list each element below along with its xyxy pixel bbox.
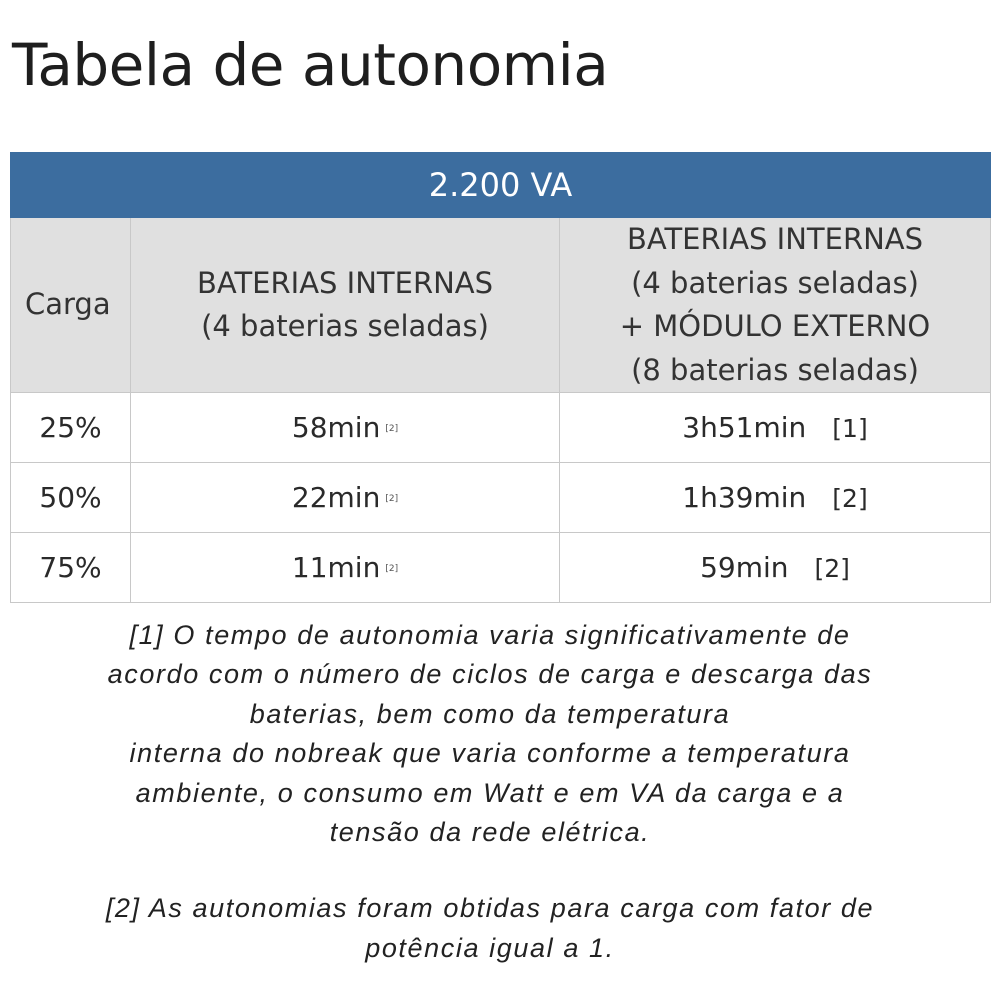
external-time-value: 59min bbox=[700, 551, 789, 584]
header-external-line2: (4 baterias seladas) bbox=[631, 265, 919, 300]
header-internal-line2: (4 baterias seladas) bbox=[201, 309, 489, 343]
footnote-spacer bbox=[20, 852, 960, 889]
header-carga: Carga bbox=[11, 218, 131, 393]
footnote-2-line: potência igual a 1. bbox=[365, 932, 615, 963]
internal-note-mark: [2] bbox=[385, 424, 399, 434]
row-carga: 25% bbox=[11, 393, 131, 463]
table-header-row bbox=[11, 218, 991, 393]
footnote-1-line: baterias, bem como da temperatura bbox=[249, 698, 731, 729]
header-internal-batteries bbox=[131, 218, 560, 393]
footnote-1-line: acordo com o número de ciclos de carga e descarga das bbox=[107, 659, 873, 690]
row-internal-time bbox=[131, 463, 560, 533]
row-carga: 75% bbox=[11, 533, 131, 603]
header-internal-line1: BATERIAS INTERNAS bbox=[196, 265, 494, 300]
table-row bbox=[11, 393, 991, 463]
internal-note-mark: [2] bbox=[385, 564, 399, 574]
row-internal-time bbox=[131, 533, 560, 603]
footnotes bbox=[20, 616, 960, 968]
internal-time-value: 11min bbox=[291, 551, 381, 584]
footnote-1-line: ambiente, o consumo em Watt e em VA da carga e a bbox=[135, 777, 845, 808]
row-external-time bbox=[560, 463, 991, 533]
row-external-time bbox=[560, 393, 991, 463]
footnote-1-line: [1] O tempo de autonomia varia significativamente de bbox=[129, 620, 851, 650]
model-label: 2.200 VA bbox=[11, 153, 991, 218]
external-time-value: 3h51min bbox=[682, 411, 807, 444]
page-title: Tabela de autonomia bbox=[12, 31, 609, 99]
autonomy-table bbox=[10, 152, 991, 603]
footnote-2-line: [2] As autonomias foram obtidas para carga com fator de bbox=[105, 893, 875, 924]
external-time-value: 1h39min bbox=[682, 481, 807, 514]
internal-time-value: 22min bbox=[291, 481, 381, 514]
external-footnote-ref: [1] bbox=[832, 414, 868, 443]
header-external-line4: (8 baterias seladas) bbox=[631, 352, 919, 387]
footnote-1-line: tensão da rede elétrica. bbox=[329, 817, 651, 848]
external-footnote-ref: [2] bbox=[814, 554, 850, 583]
header-external-line1: BATERIAS INTERNAS bbox=[626, 222, 924, 256]
external-footnote-ref: [2] bbox=[832, 484, 868, 513]
table-row bbox=[11, 533, 991, 603]
row-carga: 50% bbox=[11, 463, 131, 533]
footnote-1-line: interna do nobreak que varia conforme a temperatura bbox=[129, 738, 851, 769]
internal-time-value: 58min bbox=[291, 411, 381, 444]
table-row bbox=[11, 463, 991, 533]
internal-note-mark: [2] bbox=[385, 494, 399, 504]
row-external-time bbox=[560, 533, 991, 603]
header-external-line3: + MÓDULO EXTERNO bbox=[619, 309, 931, 343]
row-internal-time bbox=[131, 393, 560, 463]
table-banner-row bbox=[11, 153, 991, 218]
header-external-module bbox=[560, 218, 991, 393]
